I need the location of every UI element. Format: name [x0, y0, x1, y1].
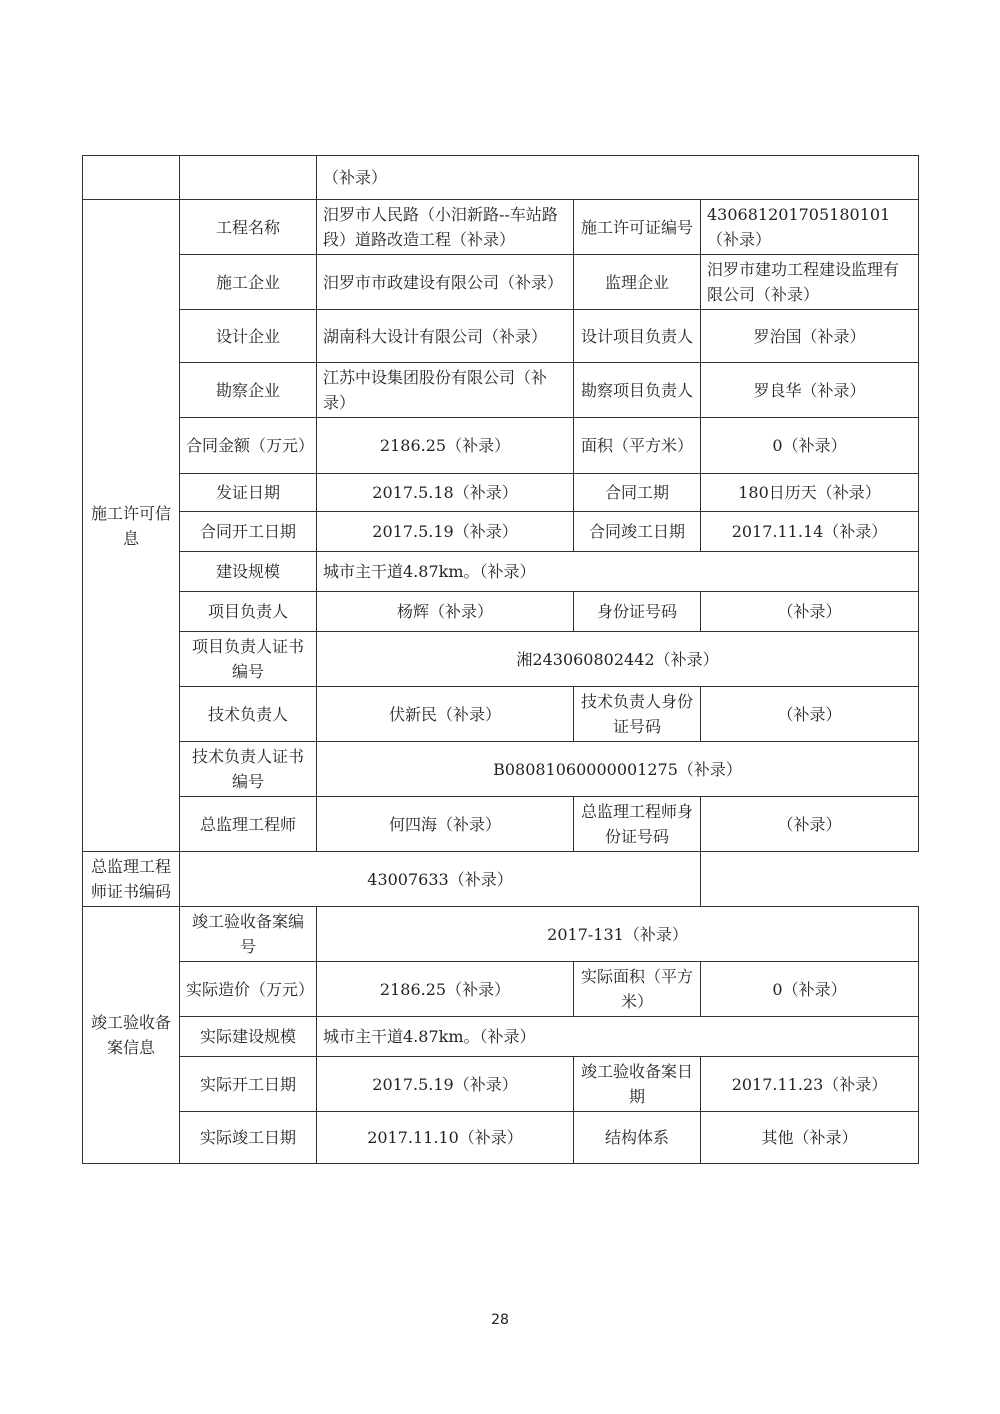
table-row	[83, 474, 919, 512]
value-design-lead: 罗治国（补录）	[701, 310, 919, 363]
value-survey: 江苏中设集团股份有限公司（补录）	[317, 363, 574, 418]
value-project-name: 汨罗市人民路（小汨新路--车站路段）道路改造工程（补录）	[317, 200, 574, 255]
label-supervisor: 监理企业	[574, 255, 701, 310]
table-row	[83, 742, 919, 797]
value-contract-amount: 2186.25（补录）	[317, 418, 574, 474]
table-row	[83, 592, 919, 632]
table-row	[83, 552, 919, 592]
table-row	[83, 1017, 919, 1057]
value-pm-id: （补录）	[701, 592, 919, 632]
label-pm-cert: 项目负责人证书编号	[180, 632, 317, 687]
value-actual-area: 0（补录）	[701, 962, 919, 1017]
label-area: 面积（平方米）	[574, 418, 701, 474]
label-survey: 勘察企业	[180, 363, 317, 418]
table-row	[83, 1057, 919, 1112]
value-actual-end: 2017.11.10（补录）	[317, 1112, 574, 1164]
label-pm-id: 身份证号码	[574, 592, 701, 632]
value-tech: 伏新民（补录）	[317, 687, 574, 742]
table-row	[83, 1112, 919, 1164]
label-tech: 技术负责人	[180, 687, 317, 742]
label-project-name: 工程名称	[180, 200, 317, 255]
value-actual-start: 2017.5.19（补录）	[317, 1057, 574, 1112]
table-row	[83, 512, 919, 552]
label-structure: 结构体系	[574, 1112, 701, 1164]
label-constructor: 施工企业	[180, 255, 317, 310]
table-row	[83, 418, 919, 474]
value-area: 0（补录）	[701, 418, 919, 474]
value-record-no: 2017-131（补录）	[317, 907, 919, 962]
value-chief-sup-cert: 43007633（补录）	[180, 852, 701, 907]
value-designer: 湖南科大设计有限公司（补录）	[317, 310, 574, 363]
label-contract-period: 合同工期	[574, 474, 701, 512]
label-actual-area: 实际面积（平方米）	[574, 962, 701, 1017]
label-pm: 项目负责人	[180, 592, 317, 632]
table-row	[83, 255, 919, 310]
label-chief-sup: 总监理工程师	[180, 797, 317, 852]
value-permit-no: 430681201705180101（补录）	[701, 200, 919, 255]
table-row	[83, 156, 919, 200]
label-scale: 建设规模	[180, 552, 317, 592]
value-tech-cert: B08081060000001275（补录）	[317, 742, 919, 797]
value-survey-lead: 罗良华（补录）	[701, 363, 919, 418]
value-issue-date: 2017.5.18（补录）	[317, 474, 574, 512]
label-designer: 设计企业	[180, 310, 317, 363]
continued-cell: （补录）	[317, 156, 919, 200]
label-end-date: 合同竣工日期	[574, 512, 701, 552]
label-actual-scale: 实际建设规模	[180, 1017, 317, 1057]
project-info-table	[82, 155, 919, 1164]
label-permit-no: 施工许可证编号	[574, 200, 701, 255]
label-record-date: 竣工验收备案日期	[574, 1057, 701, 1112]
label-design-lead: 设计项目负责人	[574, 310, 701, 363]
label-chief-sup-cert: 总监理工程师证书编码	[83, 852, 180, 907]
table-row	[83, 200, 919, 255]
value-chief-sup: 何四海（补录）	[317, 797, 574, 852]
value-structure: 其他（补录）	[701, 1112, 919, 1164]
label-tech-id: 技术负责人身份证号码	[574, 687, 701, 742]
value-pm: 杨辉（补录）	[317, 592, 574, 632]
label-survey-lead: 勘察项目负责人	[574, 363, 701, 418]
value-actual-cost: 2186.25（补录）	[317, 962, 574, 1017]
value-chief-sup-id: （补录）	[701, 797, 919, 852]
table-row	[83, 907, 919, 962]
table-row	[83, 363, 919, 418]
value-contract-period: 180日历天（补录）	[701, 474, 919, 512]
label-contract-amount: 合同金额（万元）	[180, 418, 317, 474]
label-issue-date: 发证日期	[180, 474, 317, 512]
section-acceptance: 竣工验收备案信息	[83, 907, 180, 1164]
label-tech-cert: 技术负责人证书编号	[180, 742, 317, 797]
label-actual-start: 实际开工日期	[180, 1057, 317, 1112]
table-row	[83, 310, 919, 363]
table-row	[83, 687, 919, 742]
value-start-date: 2017.5.19（补录）	[317, 512, 574, 552]
label-record-no: 竣工验收备案编号	[180, 907, 317, 962]
table-row	[83, 962, 919, 1017]
page-number: 28	[491, 1312, 509, 1328]
value-pm-cert: 湘243060802442（补录）	[317, 632, 919, 687]
label-actual-end: 实际竣工日期	[180, 1112, 317, 1164]
table-row	[83, 852, 919, 907]
label-actual-cost: 实际造价（万元）	[180, 962, 317, 1017]
value-end-date: 2017.11.14（补录）	[701, 512, 919, 552]
label-start-date: 合同开工日期	[180, 512, 317, 552]
value-constructor: 汨罗市市政建设有限公司（补录）	[317, 255, 574, 310]
table-row	[83, 797, 919, 852]
value-scale: 城市主干道4.87km。（补录）	[317, 552, 919, 592]
table-row	[83, 632, 919, 687]
section-permit: 施工许可信息	[83, 200, 180, 852]
value-tech-id: （补录）	[701, 687, 919, 742]
value-record-date: 2017.11.23（补录）	[701, 1057, 919, 1112]
label-chief-sup-id: 总监理工程师身份证号码	[574, 797, 701, 852]
value-actual-scale: 城市主干道4.87km。（补录）	[317, 1017, 919, 1057]
value-supervisor: 汨罗市建功工程建设监理有限公司（补录）	[701, 255, 919, 310]
